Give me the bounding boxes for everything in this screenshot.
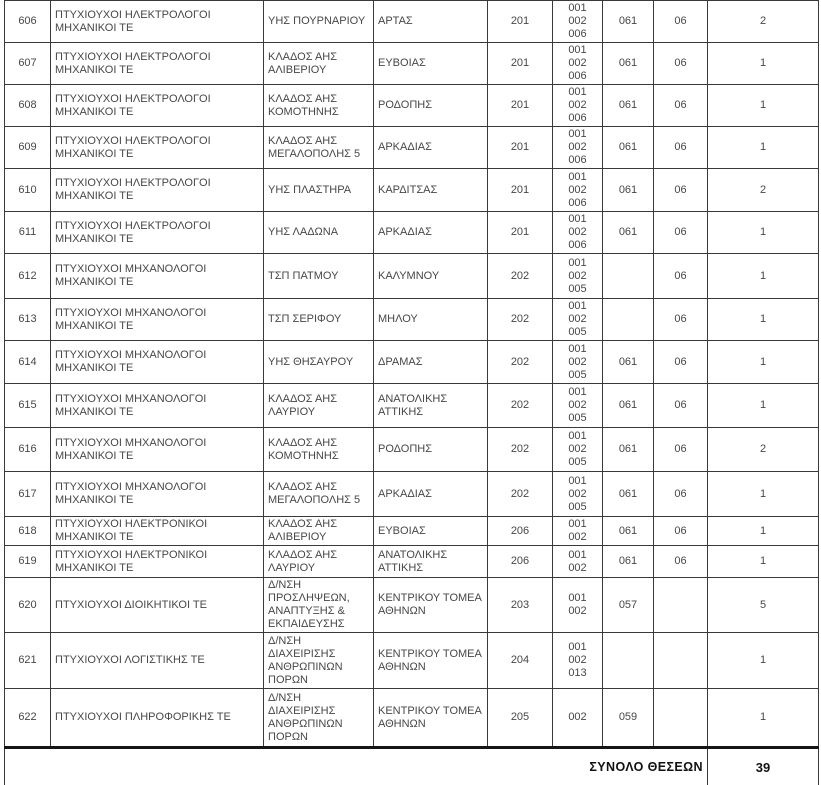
unit-cell: Δ/ΝΣΗ ΔΙΑΧΕΙΡΙΣΗΣ ΑΝΘΡΩΠΙΝΩΝ ΠΟΡΩΝ xyxy=(264,689,374,748)
subcodes-cell xyxy=(553,212,603,254)
code-line: 001 xyxy=(568,256,587,269)
code-line: 005 xyxy=(568,412,587,424)
category-code-cell: 202 xyxy=(488,341,553,384)
specialty-cell: ΠΤΥΧΙΟΥΧΟΙ ΗΛΕΚΤΡΟΛΟΓΟΙ ΜΗΧΑΝΙΚΟΙ ΤΕ xyxy=(51,43,264,85)
category-code-cell: 206 xyxy=(488,517,553,546)
row-id-cell: 613 xyxy=(5,299,51,341)
code-line: 006 xyxy=(568,196,587,209)
prefecture-cell: ΚΕΝΤΡΙΚΟΥ ΤΟΜΕΑ ΑΘΗΝΩΝ xyxy=(374,633,488,689)
positions-count-cell: 1 xyxy=(708,85,819,127)
subcodes-cell xyxy=(553,85,603,127)
unit-cell: ΤΣΠ ΠΑΤΜΟΥ xyxy=(264,254,374,299)
code-b-cell: 06 xyxy=(654,212,708,254)
unit-cell: ΚΛΑΔΟΣ ΑΗΣ ΜΕΓΑΛΟΠΟΛΗΣ 5 xyxy=(264,472,374,517)
positions-count-cell: 1 xyxy=(708,127,819,169)
category-code-cell: 205 xyxy=(488,689,553,748)
positions-count-cell: 1 xyxy=(708,299,819,341)
table-row xyxy=(5,85,819,127)
code-line: 002 xyxy=(568,443,587,455)
category-code-cell: 201 xyxy=(488,43,553,85)
subcodes-cell xyxy=(553,428,603,472)
prefecture-cell: ΔΡΑΜΑΣ xyxy=(374,341,488,384)
code-line: 001 xyxy=(568,430,587,442)
code-line: 001 xyxy=(568,592,587,604)
code-line: 005 xyxy=(568,368,587,381)
positions-count-cell: 1 xyxy=(708,384,819,428)
positions-count-cell: 1 xyxy=(708,472,819,517)
subcodes-cell xyxy=(553,299,603,341)
subcodes-cell xyxy=(553,633,603,689)
row-id-cell: 608 xyxy=(5,85,51,127)
row-id-cell: 616 xyxy=(5,428,51,472)
unit-cell: ΚΛΑΔΟΣ ΑΗΣ ΑΛΙΒΕΡΙΟΥ xyxy=(264,43,374,85)
positions-count-cell: 2 xyxy=(708,428,819,472)
table-row xyxy=(5,341,819,384)
table-row xyxy=(5,127,819,169)
code-a-cell: 061 xyxy=(603,212,654,254)
code-a-cell: 057 xyxy=(603,578,654,633)
total-value: 39 xyxy=(708,748,819,785)
positions-count-cell: 5 xyxy=(708,578,819,633)
positions-count-cell: 1 xyxy=(708,633,819,689)
category-code-cell: 201 xyxy=(488,169,553,212)
row-id-cell: 610 xyxy=(5,169,51,212)
specialty-cell: ΠΤΥΧΙΟΥΧΟΙ ΜΗΧΑΝΟΛΟΓΟΙ ΜΗΧΑΝΙΚΟΙ ΤΕ xyxy=(51,428,264,472)
table-body xyxy=(5,1,819,748)
category-code-cell: 202 xyxy=(488,384,553,428)
code-a-cell: 061 xyxy=(603,517,654,546)
code-line: 002 xyxy=(568,605,587,617)
code-line: 001 xyxy=(568,86,587,98)
code-line: 002 xyxy=(568,561,587,574)
code-a-cell: 061 xyxy=(603,169,654,212)
code-line: 001 xyxy=(568,474,587,487)
positions-count-cell: 1 xyxy=(708,689,819,748)
code-line: 002 xyxy=(568,654,587,666)
category-code-cell: 202 xyxy=(488,472,553,517)
code-line: 002 xyxy=(568,355,587,368)
row-id-cell: 622 xyxy=(5,689,51,748)
code-line: 001 xyxy=(568,300,587,312)
table-row xyxy=(5,578,819,633)
category-code-cell: 201 xyxy=(488,1,553,43)
category-code-cell: 202 xyxy=(488,254,553,299)
code-b-cell xyxy=(654,689,708,748)
subcodes-cell xyxy=(553,1,603,43)
code-line: 002 xyxy=(568,399,587,411)
specialty-cell: ΠΤΥΧΙΟΥΧΟΙ ΜΗΧΑΝΟΛΟΓΟΙ ΜΗΧΑΝΙΚΟΙ ΤΕ xyxy=(51,472,264,517)
category-code-cell: 203 xyxy=(488,578,553,633)
code-b-cell: 06 xyxy=(654,341,708,384)
code-line: 002 xyxy=(568,15,587,27)
table-row xyxy=(5,517,819,546)
code-line: 002 xyxy=(568,711,587,723)
code-line: 001 xyxy=(568,213,587,225)
specialty-cell: ΠΤΥΧΙΟΥΧΟΙ ΗΛΕΚΤΡΟΛΟΓΟΙ ΜΗΧΑΝΙΚΟΙ ΤΕ xyxy=(51,127,264,169)
table-row xyxy=(5,1,819,43)
code-line: 002 xyxy=(568,269,587,282)
specialty-cell: ΠΤΥΧΙΟΥΧΟΙ ΜΗΧΑΝΟΛΟΓΟΙ ΜΗΧΑΝΙΚΟΙ ΤΕ xyxy=(51,384,264,428)
code-b-cell: 06 xyxy=(654,127,708,169)
specialty-cell: ΠΤΥΧΙΟΥΧΟΙ ΜΗΧΑΝΟΛΟΓΟΙ ΜΗΧΑΝΙΚΟΙ ΤΕ xyxy=(51,341,264,384)
table-row xyxy=(5,633,819,689)
row-id-cell: 618 xyxy=(5,517,51,546)
table-row xyxy=(5,254,819,299)
code-line: 001 xyxy=(568,641,587,653)
code-a-cell: 061 xyxy=(603,384,654,428)
code-line: 002 xyxy=(568,99,587,111)
code-line: 001 xyxy=(568,128,587,140)
code-line: 006 xyxy=(568,28,587,40)
table-row xyxy=(5,428,819,472)
positions-count-cell: 1 xyxy=(708,341,819,384)
subcodes-cell xyxy=(553,341,603,384)
table-row xyxy=(5,212,819,254)
total-row xyxy=(5,748,819,785)
prefecture-cell: ΑΡΤΑΣ xyxy=(374,1,488,43)
code-line: 006 xyxy=(568,112,587,124)
category-code-cell: 201 xyxy=(488,212,553,254)
positions-count-cell: 1 xyxy=(708,43,819,85)
code-a-cell: 061 xyxy=(603,85,654,127)
category-code-cell: 202 xyxy=(488,299,553,341)
code-line: 001 xyxy=(568,342,587,355)
subcodes-cell xyxy=(553,254,603,299)
positions-count-cell: 1 xyxy=(708,254,819,299)
code-line: 001 xyxy=(568,548,587,561)
prefecture-cell: ΜΗΛΟΥ xyxy=(374,299,488,341)
category-code-cell: 204 xyxy=(488,633,553,689)
subcodes-cell xyxy=(553,169,603,212)
row-id-cell: 615 xyxy=(5,384,51,428)
code-b-cell: 06 xyxy=(654,384,708,428)
unit-cell: ΥΗΣ ΠΟΥΡΝΑΡΙΟΥ xyxy=(264,1,374,43)
category-code-cell: 202 xyxy=(488,428,553,472)
code-a-cell xyxy=(603,299,654,341)
positions-count-cell: 2 xyxy=(708,1,819,43)
unit-cell: ΥΗΣ ΠΛΑΣΤΗΡΑ xyxy=(264,169,374,212)
code-a-cell xyxy=(603,633,654,689)
code-line: 002 xyxy=(568,531,587,543)
prefecture-cell: ΑΡΚΑΔΙΑΣ xyxy=(374,472,488,517)
prefecture-cell: ΑΝΑΤΟΛΙΚΗΣ ΑΤΤΙΚΗΣ xyxy=(374,546,488,578)
row-id-cell: 607 xyxy=(5,43,51,85)
subcodes-cell xyxy=(553,578,603,633)
code-a-cell: 061 xyxy=(603,43,654,85)
code-line: 006 xyxy=(568,239,587,251)
table-row xyxy=(5,169,819,212)
positions-count-cell: 2 xyxy=(708,169,819,212)
specialty-cell: ΠΤΥΧΙΟΥΧΟΙ ΗΛΕΚΤΡΟΛΟΓΟΙ ΜΗΧΑΝΙΚΟΙ ΤΕ xyxy=(51,212,264,254)
subcodes-cell xyxy=(553,517,603,546)
row-id-cell: 621 xyxy=(5,633,51,689)
code-b-cell: 06 xyxy=(654,85,708,127)
specialty-cell: ΠΤΥΧΙΟΥΧΟΙ ΛΟΓΙΣΤΙΚΗΣ ΤΕ xyxy=(51,633,264,689)
code-line: 002 xyxy=(568,313,587,325)
unit-cell: ΚΛΑΔΟΣ ΑΗΣ ΚΟΜΟΤΗΝΗΣ xyxy=(264,85,374,127)
row-id-cell: 612 xyxy=(5,254,51,299)
code-b-cell: 06 xyxy=(654,546,708,578)
prefecture-cell: ΡΟΔΟΠΗΣ xyxy=(374,85,488,127)
positions-count-cell: 1 xyxy=(708,212,819,254)
table-row xyxy=(5,472,819,517)
code-b-cell: 06 xyxy=(654,254,708,299)
prefecture-cell: ΚΕΝΤΡΙΚΟΥ ΤΟΜΕΑ ΑΘΗΝΩΝ xyxy=(374,578,488,633)
subcodes-cell xyxy=(553,127,603,169)
category-code-cell: 206 xyxy=(488,546,553,578)
code-b-cell: 06 xyxy=(654,1,708,43)
unit-cell: ΤΣΠ ΣΕΡΙΦΟΥ xyxy=(264,299,374,341)
prefecture-cell: ΡΟΔΟΠΗΣ xyxy=(374,428,488,472)
unit-cell: ΚΛΑΔΟΣ ΑΗΣ ΜΕΓΑΛΟΠΟΛΗΣ 5 xyxy=(264,127,374,169)
code-line: 005 xyxy=(568,282,587,295)
code-b-cell: 06 xyxy=(654,299,708,341)
specialty-cell: ΠΤΥΧΙΟΥΧΟΙ ΗΛΕΚΤΡΟΝΙΚΟΙ ΜΗΧΑΝΙΚΟΙ ΤΕ xyxy=(51,517,264,546)
row-id-cell: 617 xyxy=(5,472,51,517)
positions-count-cell: 1 xyxy=(708,546,819,578)
code-b-cell xyxy=(654,633,708,689)
specialty-cell: ΠΤΥΧΙΟΥΧΟΙ ΔΙΟΙΚΗΤΙΚΟΙ ΤΕ xyxy=(51,578,264,633)
code-line: 005 xyxy=(568,456,587,468)
row-id-cell: 606 xyxy=(5,1,51,43)
unit-cell: Δ/ΝΣΗ ΔΙΑΧΕΙΡΙΣΗΣ ΑΝΘΡΩΠΙΝΩΝ ΠΟΡΩΝ xyxy=(264,633,374,689)
unit-cell: ΚΛΑΔΟΣ ΑΗΣ ΚΟΜΟΤΗΝΗΣ xyxy=(264,428,374,472)
code-a-cell: 059 xyxy=(603,689,654,748)
code-b-cell: 06 xyxy=(654,428,708,472)
code-b-cell: 06 xyxy=(654,472,708,517)
table-row xyxy=(5,43,819,85)
prefecture-cell: ΑΡΚΑΔΙΑΣ xyxy=(374,212,488,254)
table-row xyxy=(5,689,819,748)
specialty-cell: ΠΤΥΧΙΟΥΧΟΙ ΠΛΗΡΟΦΟΡΙΚΗΣ ΤΕ xyxy=(51,689,264,748)
unit-cell: ΚΛΑΔΟΣ ΑΗΣ ΛΑΥΡΙΟΥ xyxy=(264,546,374,578)
row-id-cell: 619 xyxy=(5,546,51,578)
table-row xyxy=(5,299,819,341)
specialty-cell: ΠΤΥΧΙΟΥΧΟΙ ΗΛΕΚΤΡΟΝΙΚΟΙ ΜΗΧΑΝΙΚΟΙ ΤΕ xyxy=(51,546,264,578)
specialty-cell: ΠΤΥΧΙΟΥΧΟΙ ΗΛΕΚΤΡΟΛΟΓΟΙ ΜΗΧΑΝΙΚΟΙ ΤΕ xyxy=(51,169,264,212)
positions-table xyxy=(4,0,819,785)
unit-cell: Δ/ΝΣΗ ΠΡΟΣΛΗΨΕΩΝ, ΑΝΑΠΤΥΞΗΣ & ΕΚΠΑΙΔΕΥΣΗΣ xyxy=(264,578,374,633)
code-a-cell: 061 xyxy=(603,127,654,169)
positions-count-cell: 1 xyxy=(708,517,819,546)
code-line: 002 xyxy=(568,57,587,69)
code-b-cell: 06 xyxy=(654,517,708,546)
specialty-cell: ΠΤΥΧΙΟΥΧΟΙ ΜΗΧΑΝΟΛΟΓΟΙ ΜΗΧΑΝΙΚΟΙ ΤΕ xyxy=(51,299,264,341)
unit-cell: ΥΗΣ ΘΗΣΑΥΡΟΥ xyxy=(264,341,374,384)
category-code-cell: 201 xyxy=(488,85,553,127)
prefecture-cell: ΑΡΚΑΔΙΑΣ xyxy=(374,127,488,169)
prefecture-cell: ΕΥΒΟΙΑΣ xyxy=(374,43,488,85)
prefecture-cell: ΚΕΝΤΡΙΚΟΥ ΤΟΜΕΑ ΑΘΗΝΩΝ xyxy=(374,689,488,748)
row-id-cell: 611 xyxy=(5,212,51,254)
code-a-cell: 061 xyxy=(603,1,654,43)
subcodes-cell xyxy=(553,546,603,578)
unit-cell: ΚΛΑΔΟΣ ΑΗΣ ΑΛΙΒΕΡΙΟΥ xyxy=(264,517,374,546)
specialty-cell: ΠΤΥΧΙΟΥΧΟΙ ΗΛΕΚΤΡΟΛΟΓΟΙ ΜΗΧΑΝΙΚΟΙ ΤΕ xyxy=(51,1,264,43)
code-line: 001 xyxy=(568,44,587,56)
category-code-cell: 201 xyxy=(488,127,553,169)
code-line: 002 xyxy=(568,487,587,500)
code-line: 005 xyxy=(568,326,587,338)
code-a-cell xyxy=(603,254,654,299)
specialty-cell: ΠΤΥΧΙΟΥΧΟΙ ΗΛΕΚΤΡΟΛΟΓΟΙ ΜΗΧΑΝΙΚΟΙ ΤΕ xyxy=(51,85,264,127)
code-a-cell: 061 xyxy=(603,341,654,384)
code-line: 005 xyxy=(568,500,587,513)
code-a-cell: 061 xyxy=(603,472,654,517)
prefecture-cell: ΚΑΛΥΜΝΟΥ xyxy=(374,254,488,299)
total-label: ΣΥΝΟΛΟ ΘΕΣΕΩΝ xyxy=(5,748,708,785)
prefecture-cell: ΚΑΡΔΙΤΣΑΣ xyxy=(374,169,488,212)
subcodes-cell xyxy=(553,384,603,428)
subcodes-cell xyxy=(553,472,603,517)
specialty-cell: ΠΤΥΧΙΟΥΧΟΙ ΜΗΧΑΝΟΛΟΓΟΙ ΜΗΧΑΝΙΚΟΙ ΤΕ xyxy=(51,254,264,299)
code-line: 002 xyxy=(568,183,587,196)
code-line: 001 xyxy=(568,518,587,530)
code-a-cell: 061 xyxy=(603,428,654,472)
code-line: 001 xyxy=(568,170,587,183)
code-line: 002 xyxy=(568,141,587,153)
table-row xyxy=(5,384,819,428)
code-b-cell xyxy=(654,578,708,633)
unit-cell: ΚΛΑΔΟΣ ΑΗΣ ΛΑΥΡΙΟΥ xyxy=(264,384,374,428)
code-line: 006 xyxy=(568,70,587,82)
prefecture-cell: ΕΥΒΟΙΑΣ xyxy=(374,517,488,546)
code-b-cell: 06 xyxy=(654,43,708,85)
code-line: 001 xyxy=(568,2,587,14)
code-line: 013 xyxy=(568,667,587,679)
table-footer xyxy=(5,748,819,785)
prefecture-cell: ΑΝΑΤΟΛΙΚΗΣ ΑΤΤΙΚΗΣ xyxy=(374,384,488,428)
code-line: 006 xyxy=(568,154,587,166)
row-id-cell: 620 xyxy=(5,578,51,633)
row-id-cell: 614 xyxy=(5,341,51,384)
code-a-cell: 061 xyxy=(603,546,654,578)
code-line: 001 xyxy=(568,386,587,398)
code-b-cell: 06 xyxy=(654,169,708,212)
subcodes-cell xyxy=(553,689,603,748)
table-row xyxy=(5,546,819,578)
subcodes-cell xyxy=(553,43,603,85)
row-id-cell: 609 xyxy=(5,127,51,169)
code-line: 002 xyxy=(568,226,587,238)
unit-cell: ΥΗΣ ΛΑΔΩΝΑ xyxy=(264,212,374,254)
